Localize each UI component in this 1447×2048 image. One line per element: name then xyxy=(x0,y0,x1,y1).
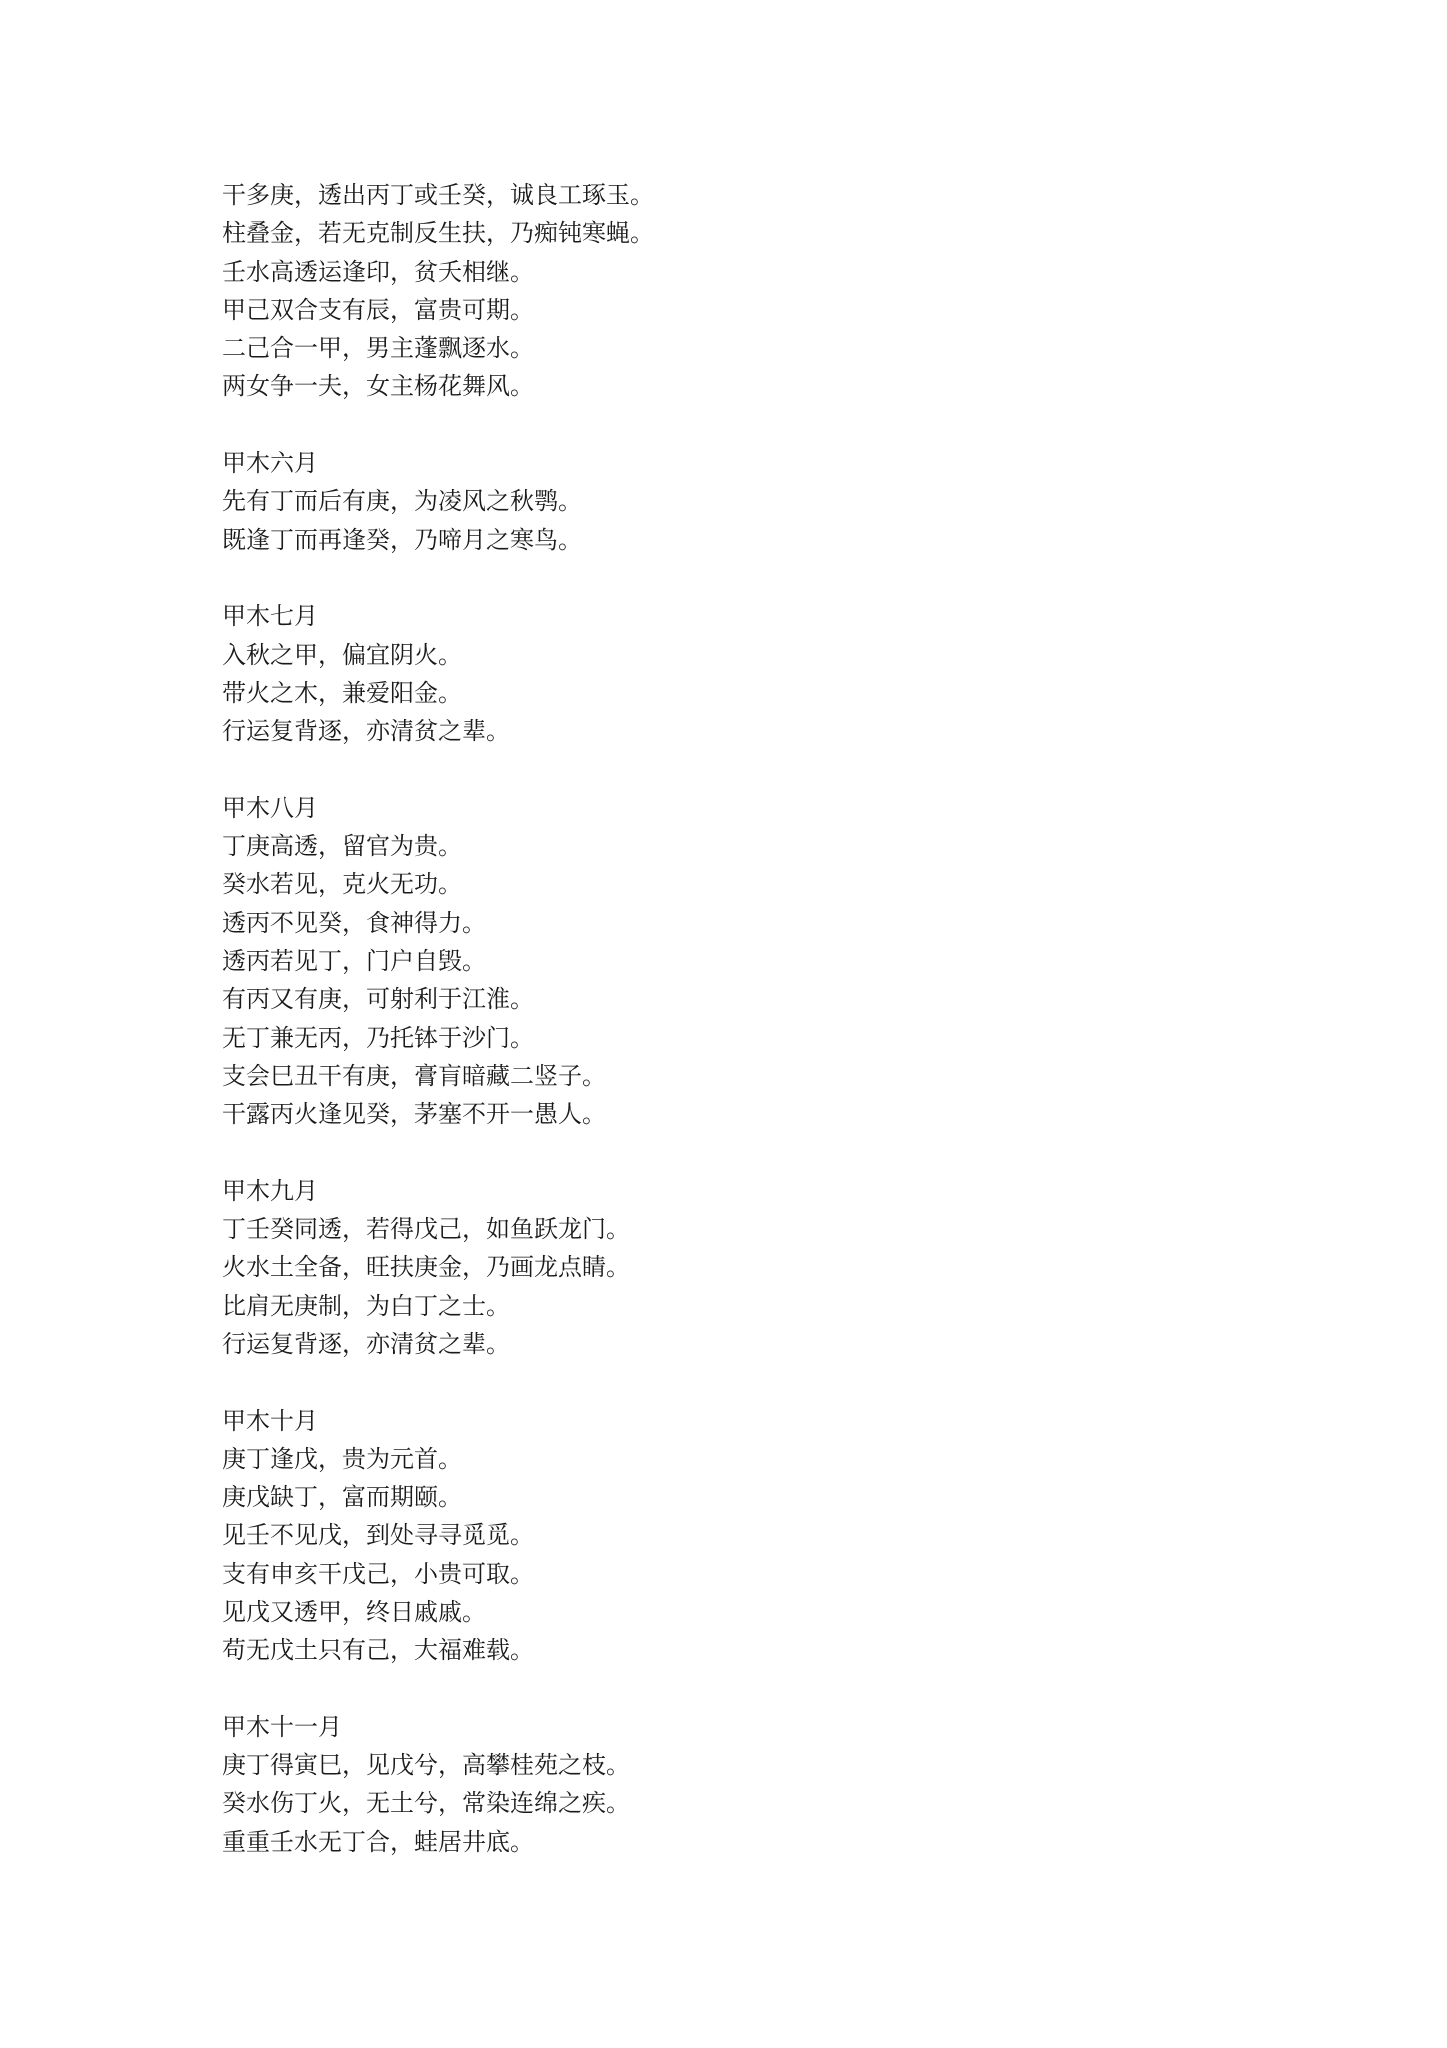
text-line: 二己合一甲，男主蓬飘逐水。 xyxy=(222,334,534,363)
text-line: 火水土全备，旺扶庚金，乃画龙点睛。 xyxy=(222,1253,630,1282)
text-line: 见壬不见戊，到处寻寻觅觅。 xyxy=(222,1521,534,1550)
section-heading: 甲木六月 xyxy=(222,449,318,478)
paragraph-gap xyxy=(222,559,1222,597)
paragraph-gap xyxy=(222,1363,1222,1401)
text-line: 干露丙火逢见癸，茅塞不开一愚人。 xyxy=(222,1100,606,1129)
section-heading: 甲木九月 xyxy=(222,1176,318,1205)
text-line: 苟无戊土只有己，大福难载。 xyxy=(222,1636,534,1665)
text-line: 支会巳丑干有庚，膏肓暗藏二竖子。 xyxy=(222,1061,606,1090)
text-line: 庚戊缺丁，富而期颐。 xyxy=(222,1483,462,1512)
text-line: 柱叠金，若无克制反生扶，乃痴钝寒蝇。 xyxy=(222,219,654,248)
text-line: 壬水高透运逢印，贫夭相继。 xyxy=(222,257,534,286)
section-heading: 甲木七月 xyxy=(222,602,318,631)
paragraph-gap xyxy=(222,1133,1222,1171)
text-line: 行运复背逐，亦清贫之辈。 xyxy=(222,1329,510,1358)
text-line: 有丙又有庚，可射利于江淮。 xyxy=(222,985,534,1014)
text-line: 庚丁逢戊，贵为元首。 xyxy=(222,1444,462,1473)
text-line: 两女争一夫，女主杨花舞风。 xyxy=(222,372,534,401)
text-line: 丁庚高透，留官为贵。 xyxy=(222,832,462,861)
text-line: 比肩无庚制，为白丁之士。 xyxy=(222,1291,510,1320)
text-line: 重重壬水无丁合，蛙居井底。 xyxy=(222,1827,534,1856)
text-line: 干多庚，透出丙丁或壬癸，诚良工琢玉。 xyxy=(222,181,654,209)
text-line: 支有申亥干戊己，小贵可取。 xyxy=(222,1559,534,1588)
text-line: 透丙若见丁，门户自毁。 xyxy=(222,946,486,975)
text-line: 无丁兼无丙，乃托钵于沙门。 xyxy=(222,1023,534,1052)
paragraph-gap xyxy=(222,406,1222,444)
section-heading: 甲木十一月 xyxy=(222,1712,342,1741)
paragraph-gap xyxy=(222,1670,1222,1708)
paragraph-gap xyxy=(222,750,1222,788)
text-line: 既逢丁而再逢癸，乃啼月之寒鸟。 xyxy=(222,525,582,554)
text-line: 甲己双合支有辰，富贵可期。 xyxy=(222,295,534,324)
text-line: 带火之木，兼爱阳金。 xyxy=(222,678,462,707)
text-line: 透丙不见癸，食神得力。 xyxy=(222,908,486,937)
section-heading: 甲木十月 xyxy=(222,1406,318,1435)
text-line: 庚丁得寅巳，见戊兮，高攀桂苑之枝。 xyxy=(222,1751,630,1780)
text-line: 丁壬癸同透，若得戊己，如鱼跃龙门。 xyxy=(222,1215,630,1244)
document-body xyxy=(222,176,1222,1861)
section-heading: 甲木八月 xyxy=(222,793,318,822)
text-line: 入秋之甲，偏宜阴火。 xyxy=(222,640,462,669)
text-line: 行运复背逐，亦清贫之辈。 xyxy=(222,717,510,746)
text-line: 癸水伤丁火，无土兮，常染连绵之疾。 xyxy=(222,1789,630,1818)
text-line: 癸水若见，克火无功。 xyxy=(222,870,462,899)
text-line: 见戊又透甲，终日戚戚。 xyxy=(222,1597,486,1626)
text-line: 先有丁而后有庚，为凌风之秋鹗。 xyxy=(222,487,582,516)
